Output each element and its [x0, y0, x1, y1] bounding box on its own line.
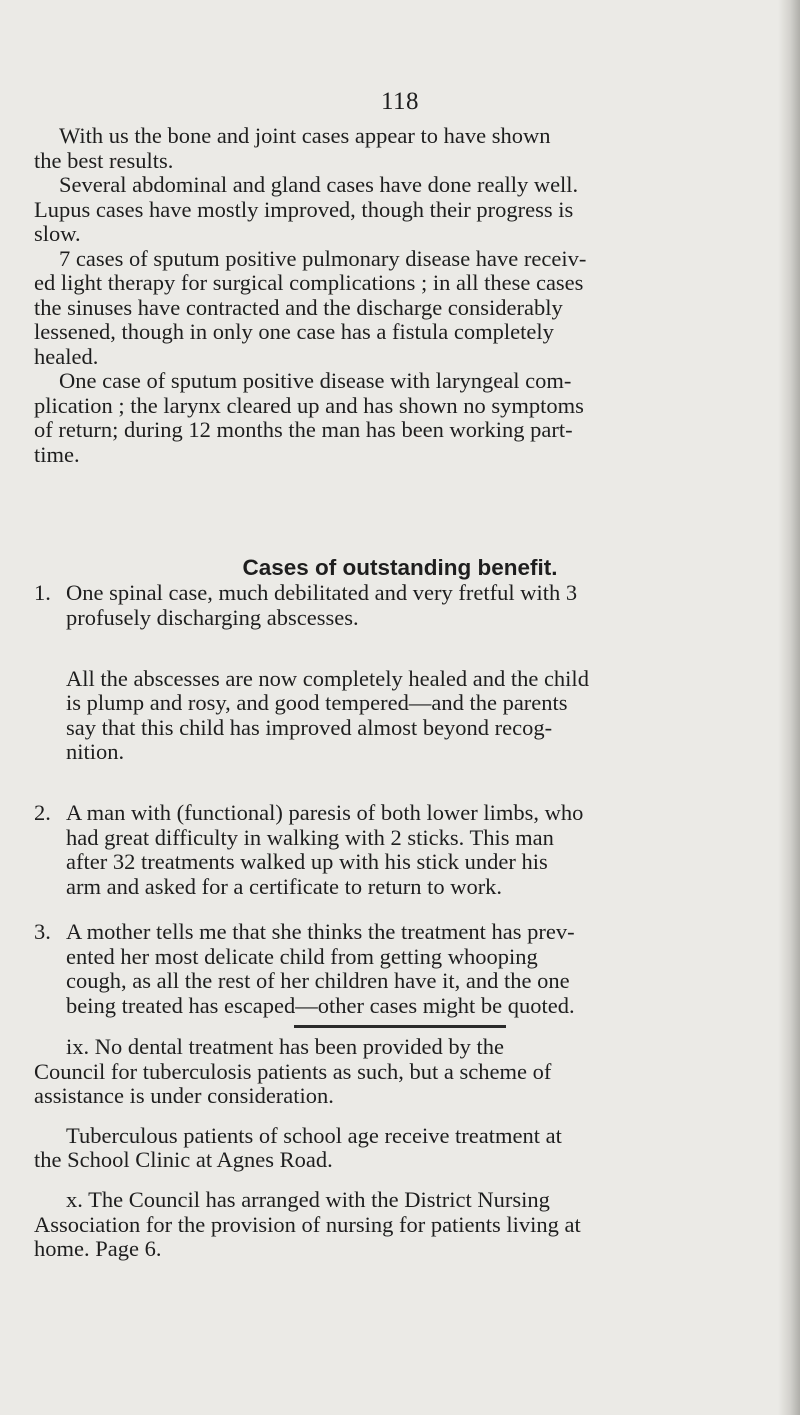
- text-line: home. Page 6.: [34, 1236, 162, 1261]
- case-number: 1.: [34, 580, 51, 605]
- text-line: healed.: [34, 344, 99, 369]
- text-line: the School Clinic at Agnes Road.: [34, 1147, 333, 1172]
- text-line: plication ; the larynx cleared up and has shown no symptoms: [34, 393, 584, 418]
- case-number: 3.: [34, 919, 51, 944]
- text-line: the sinuses have contracted and the discharge considerably: [34, 295, 563, 320]
- text-line: say that this child has improved almost beyond recog-: [66, 715, 553, 740]
- text-line: Lupus cases have mostly improved, though their progress is: [34, 197, 574, 222]
- text-line: profusely discharging abscesses.: [66, 605, 359, 630]
- text-line: x. The Council has arranged with the District Nursing: [66, 1187, 550, 1212]
- text-line: One case of sputum positive disease with laryngeal com-: [59, 368, 572, 393]
- page-number: 118: [380, 88, 420, 115]
- text-line: nition.: [66, 739, 125, 764]
- text-line: Council for tuberculosis patients as such, but a scheme of: [34, 1059, 552, 1084]
- text-line: after 32 treatments walked up with his stick under his: [66, 849, 548, 874]
- text-line: being treated has escaped—other cases might be quoted.: [66, 993, 575, 1018]
- page-edge-shadow: [778, 0, 800, 1415]
- text-line: One spinal case, much debilitated and very fretful with 3: [66, 580, 578, 605]
- text-line: Association for the provision of nursing for patients living at: [34, 1212, 581, 1237]
- text-line: 7 cases of sputum positive pulmonary disease have receiv-: [59, 246, 587, 271]
- text-line: With us the bone and joint cases appear to have shown: [59, 123, 551, 148]
- text-line: arm and asked for a certificate to return to work.: [66, 874, 503, 899]
- text-line: the best results.: [34, 148, 174, 173]
- text-line: All the abscesses are now completely healed and the child: [66, 666, 589, 691]
- text-line: ix. No dental treatment has been provided by the: [66, 1034, 504, 1059]
- case-number: 2.: [34, 800, 51, 825]
- text-line: Several abdominal and gland cases have done really well.: [59, 172, 579, 197]
- text-line: slow.: [34, 221, 81, 246]
- text-line: of return; during 12 months the man has been working part-: [34, 417, 573, 442]
- text-line: ed light therapy for surgical complications ; in all these cases: [34, 270, 584, 295]
- text-line: had great difficulty in walking with 2 sticks. This man: [66, 825, 554, 850]
- text-line: is plump and rosy, and good tempered—and the parents: [66, 690, 568, 715]
- text-line: Tuberculous patients of school age receive treatment at: [66, 1123, 562, 1148]
- text-line: cough, as all the rest of her children have it, and the one: [66, 968, 570, 993]
- section-heading: Cases of outstanding benefit.: [242, 555, 558, 580]
- text-line: A mother tells me that she thinks the treatment has prev-: [66, 919, 575, 944]
- horizontal-rule: [294, 1025, 506, 1028]
- text-line: ented her most delicate child from getting whooping: [66, 944, 538, 969]
- text-line: A man with (functional) paresis of both lower limbs, who: [66, 800, 584, 825]
- text-line: lessened, though in only one case has a fistula completely: [34, 319, 554, 344]
- text-line: time.: [34, 442, 80, 467]
- text-line: assistance is under consideration.: [34, 1083, 334, 1108]
